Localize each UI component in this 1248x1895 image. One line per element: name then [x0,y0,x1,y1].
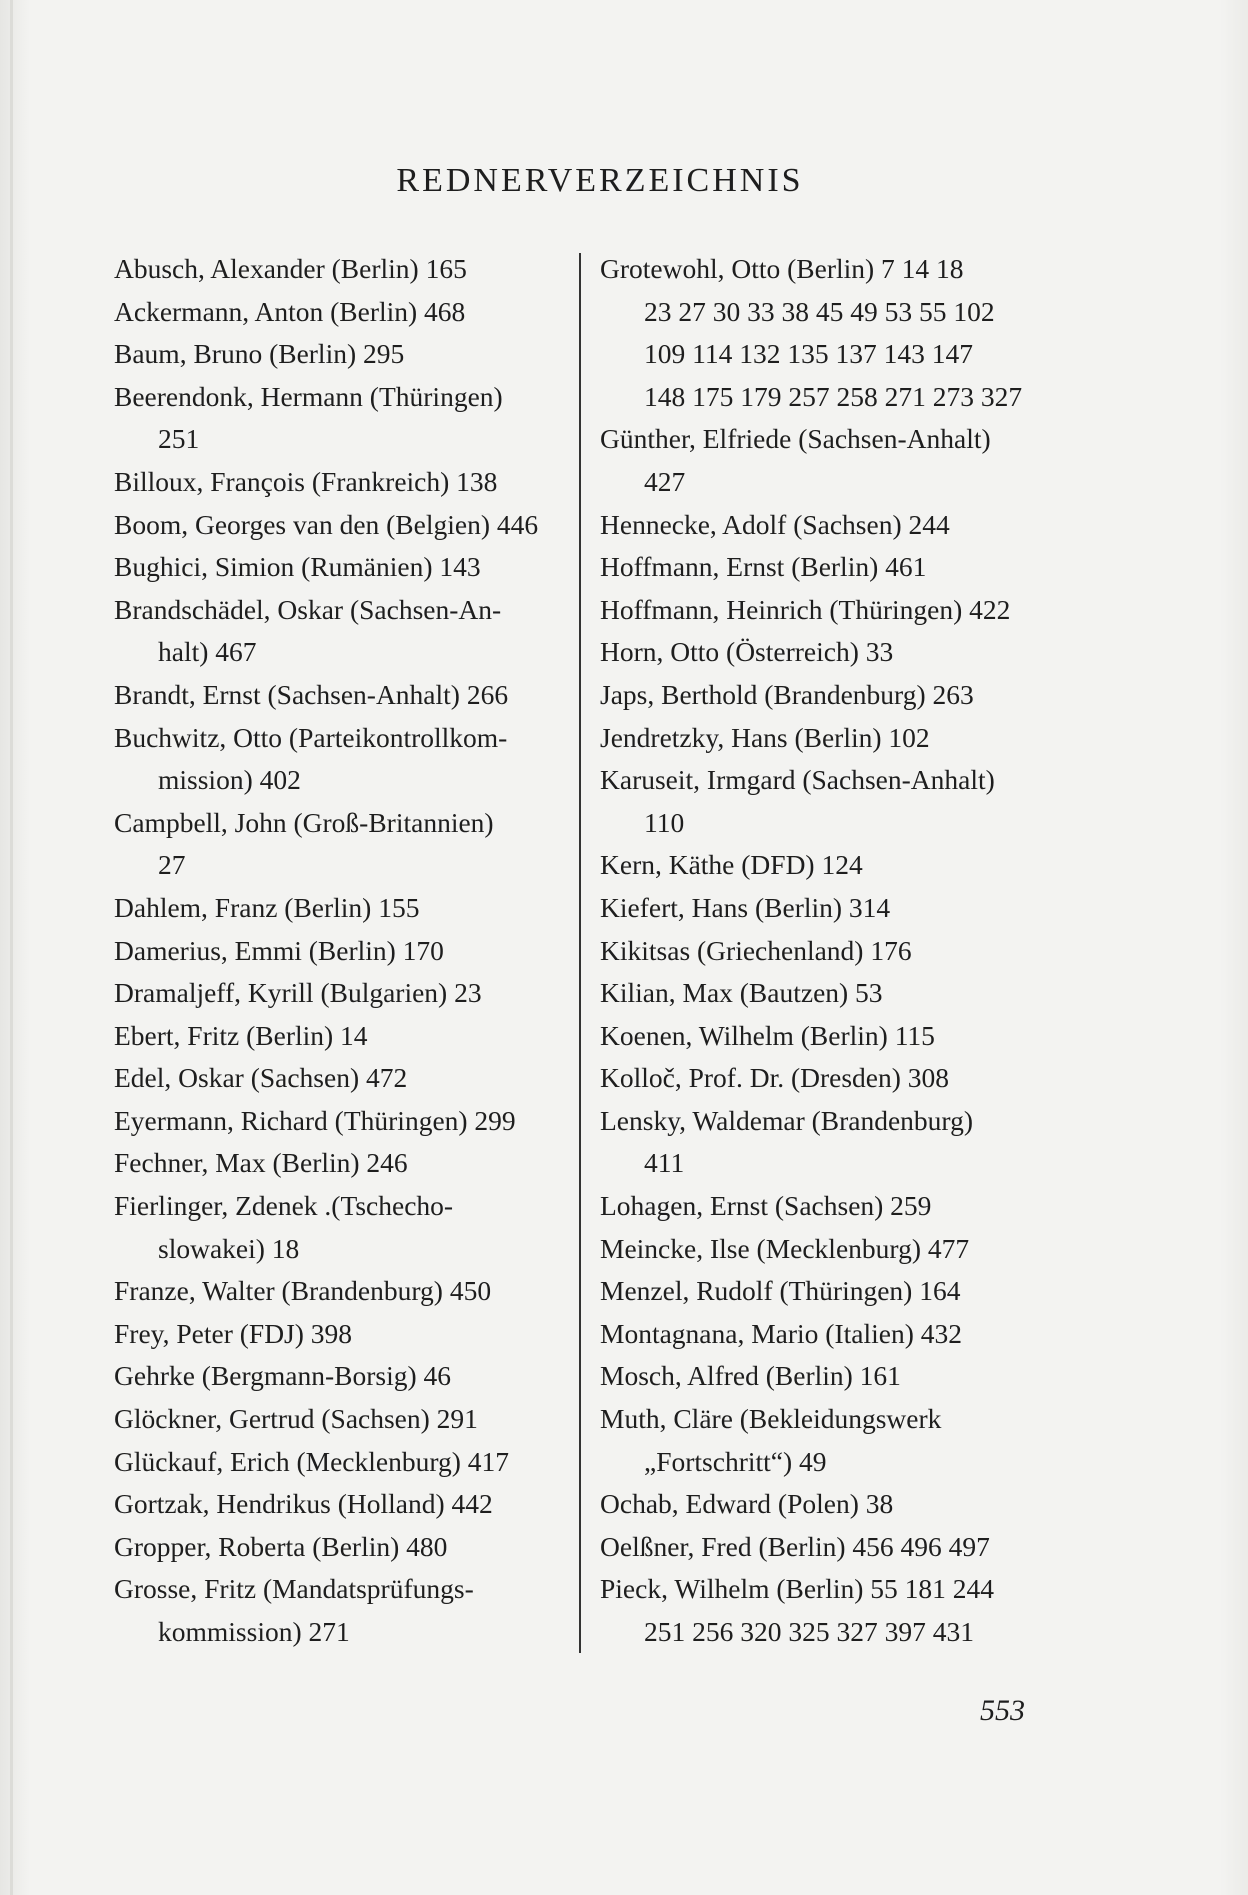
entry-continuation: 251 [158,423,200,455]
entry-continuation: 27 [158,849,186,881]
index-entry [600,631,1060,674]
entry-text: Ochab, Edward (Polen) 38 [600,1488,894,1520]
entry-text: Oelßner, Fred (Berlin) 456 496 497 [600,1530,990,1562]
entry-page-refs: 148 175 179 257 258 271 273 327 [644,380,1023,412]
entry-page-refs: 109 114 132 135 137 143 147 [644,338,973,370]
entry-text: Kolloč, Prof. Dr. (Dresden) 308 [600,1062,950,1094]
entry-text: Abusch, Alexander (Berlin) 165 [114,253,467,284]
index-entry [600,1568,1060,1653]
index-entry [600,972,1060,1015]
entry-text: Hennecke, Adolf (Sachsen) 244 [600,508,950,540]
index-entry [114,674,564,717]
index-entry [600,887,1060,930]
index-entry [600,1185,1060,1228]
entry-text: Lohagen, Ernst (Sachsen) 259 [600,1190,932,1222]
index-entry [114,1313,564,1356]
entry-text: Brandt, Ernst (Sachsen-Anhalt) 266 [114,678,509,710]
index-entry [600,1483,1060,1526]
index-entry [114,1142,564,1185]
index-entry [600,717,1060,760]
page-number: 553 [980,1694,1025,1727]
index-entry [600,1526,1060,1569]
entry-text: Japs, Berthold (Brandenburg) 263 [600,678,974,710]
index-entry [114,1526,564,1569]
page-title: REDNERVERZEICHNIS [396,162,804,199]
index-entry [600,248,1060,418]
entry-text: Fierlinger, Zdenek .(Tschecho- [114,1190,454,1222]
entry-text: Kern, Käthe (DFD) 124 [600,849,863,881]
index-entry [600,504,1060,547]
column-divider [579,253,581,1653]
entry-text: Glöckner, Gertrud (Sachsen) 291 [114,1403,478,1435]
entry-page-refs: 23 27 30 33 38 45 49 53 55 102 [644,295,995,327]
entry-text: Ebert, Fritz (Berlin) 14 [114,1019,368,1051]
entry-page-refs: 427 [644,465,686,497]
index-entry [114,461,564,504]
entry-text: Kiefert, Hans (Berlin) 314 [600,891,891,923]
index-entry [114,1185,564,1270]
entry-continuation: mission) 402 [158,764,301,796]
entry-text: Muth, Cläre (Bekleidungswerk [600,1403,942,1435]
entry-page-refs: „Fortschritt“) 49 [644,1445,827,1477]
page-edge [10,0,13,1895]
entry-text: Pieck, Wilhelm (Berlin) 55 181 244 [600,1573,995,1605]
index-entry [114,1057,564,1100]
index-entry [600,1270,1060,1313]
entry-text: Eyermann, Richard (Thüringen) 299 [114,1104,516,1136]
entry-text: Günther, Elfriede (Sachsen-Anhalt) [600,423,991,455]
entry-text: Bughici, Simion (Rumänien) 143 [114,551,481,583]
index-entry [600,546,1060,589]
entry-page-refs: 251 256 320 325 327 397 431 [644,1616,974,1647]
entry-text: Franze, Walter (Brandenburg) 450 [114,1275,492,1307]
index-entry [600,1228,1060,1271]
index-entry [114,333,564,376]
entry-text: Billoux, François (Frankreich) 138 [114,465,498,497]
entry-text: Frey, Peter (FDJ) 398 [114,1317,353,1349]
entry-text: Montagnana, Mario (Italien) 432 [600,1317,962,1349]
entry-text: Dahlem, Franz (Berlin) 155 [114,891,420,923]
entry-text: Grosse, Fritz (Mandatsprüfungs- [114,1573,474,1605]
index-entry [600,1313,1060,1356]
entry-text: Hoffmann, Heinrich (Thüringen) 422 [600,593,1011,625]
entry-text: Grotewohl, Otto (Berlin) 7 14 18 [600,253,964,284]
index-entry [114,546,564,589]
index-entry [600,930,1060,973]
entry-text: Menzel, Rudolf (Thüringen) 164 [600,1275,961,1307]
index-entry [114,1355,564,1398]
index-entry [114,589,564,674]
entry-text: Beerendonk, Hermann (Thüringen) [114,380,503,412]
entry-text: Lensky, Waldemar (Brandenburg) [600,1104,973,1136]
index-entry [114,1483,564,1526]
index-entry [114,972,564,1015]
entry-text: Jendretzky, Hans (Berlin) 102 [600,721,930,753]
entry-text: Horn, Otto (Österreich) 33 [600,636,894,668]
index-entry [114,1441,564,1484]
entry-text: Gropper, Roberta (Berlin) 480 [114,1530,448,1562]
entry-continuation: kommission) 271 [158,1616,350,1647]
entry-text: Mosch, Alfred (Berlin) 161 [600,1360,901,1392]
index-entry [600,589,1060,632]
index-entry [114,1568,564,1653]
index-entry [114,887,564,930]
index-entry [600,1398,1060,1483]
index-entry [114,291,564,334]
index-entry [600,1015,1060,1058]
entry-text: Ackermann, Anton (Berlin) 468 [114,295,466,327]
index-entry [114,248,564,291]
index-entry [600,1057,1060,1100]
entry-text: Glückauf, Erich (Mecklenburg) 417 [114,1445,510,1477]
index-entry [600,1100,1060,1185]
entry-text: Koenen, Wilhelm (Berlin) 115 [600,1019,935,1051]
entry-text: Kilian, Max (Bautzen) 53 [600,977,883,1009]
right-column [600,248,1060,1654]
entry-text: Damerius, Emmi (Berlin) 170 [114,934,444,966]
entry-text: Campbell, John (Groß-Britannien) [114,806,494,838]
entry-text: Gehrke (Bergmann-Borsig) 46 [114,1360,452,1392]
index-entry [600,1355,1060,1398]
index-entry [600,844,1060,887]
index-entry [600,759,1060,844]
index-entry [114,1398,564,1441]
index-entry [114,1100,564,1143]
index-entry [114,802,564,887]
entry-text: Fechner, Max (Berlin) 246 [114,1147,408,1179]
entry-continuation: halt) 467 [158,636,257,668]
entry-page-refs: 411 [644,1147,685,1179]
entry-text: Meincke, Ilse (Mecklenburg) 477 [600,1232,970,1264]
entry-text: Edel, Oskar (Sachsen) 472 [114,1062,408,1094]
entry-text: Hoffmann, Ernst (Berlin) 461 [600,551,927,583]
entry-text: Dramaljeff, Kyrill (Bulgarien) 23 [114,977,482,1009]
entry-text: Karuseit, Irmgard (Sachsen-Anhalt) [600,764,995,796]
index-entry [114,930,564,973]
index-entry [600,418,1060,503]
index-entry [114,717,564,802]
left-column [114,248,564,1654]
index-entry [114,1270,564,1313]
index-entry [600,674,1060,717]
entry-text: Brandschädel, Oskar (Sachsen-An- [114,593,502,625]
index-entry [114,1015,564,1058]
entry-text: Baum, Bruno (Berlin) 295 [114,338,405,370]
entry-continuation: slowakei) 18 [158,1232,300,1264]
entry-page-refs: 110 [644,806,685,838]
entry-text: Boom, Georges van den (Belgien) 446 [114,508,539,540]
index-entry [114,376,564,461]
entry-text: Buchwitz, Otto (Parteikontrollkom- [114,721,508,753]
entry-text: Kikitsas (Griechenland) 176 [600,934,912,966]
entry-text: Gortzak, Hendrikus (Holland) 442 [114,1488,493,1520]
index-entry [114,504,564,547]
